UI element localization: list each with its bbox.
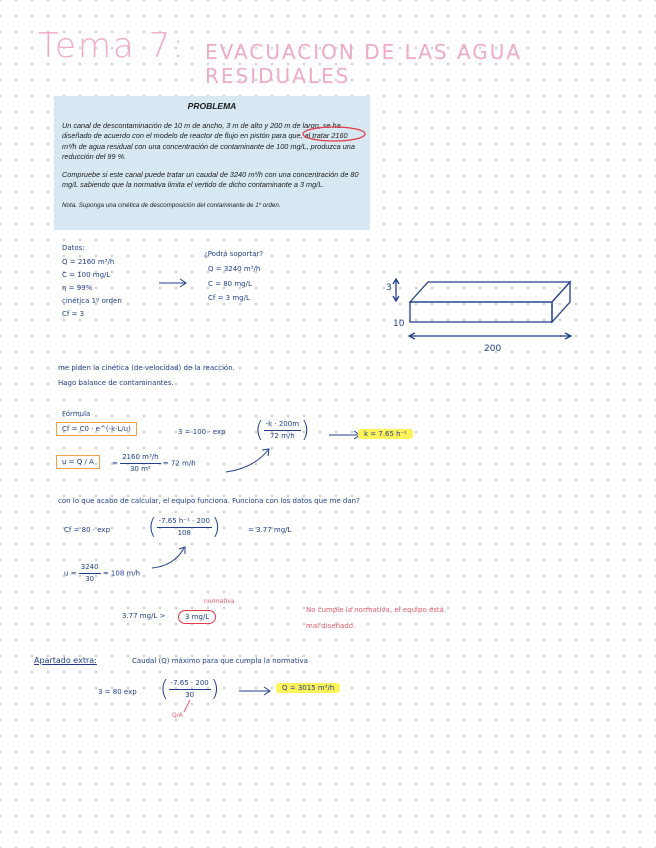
- problem-note: Nota. Suponga una cinética de descomposición del contaminante de 1º orden.: [62, 201, 281, 209]
- width-label: 10: [393, 319, 405, 329]
- page-subtitle: EVACUACION DE LAS AGUA RESIDUALES: [205, 40, 523, 88]
- compare-left: 3.77 mg/L >: [122, 612, 166, 620]
- length-label: 200: [484, 344, 502, 354]
- extra-fraction: ( $\frac{-7.65 \cdot 200}{30}$ ): [160, 677, 220, 702]
- arrow-icon: [328, 430, 362, 440]
- height-label: 3: [386, 283, 392, 293]
- highlight-circle: [301, 125, 367, 143]
- cf-fraction: ( $\frac{\text{-7.65 h⁻¹ · 200}}{108}$ ): [148, 515, 221, 540]
- eq1-fraction: ( $\frac{-k \cdot 200m}{72 m/h}$ ): [255, 418, 310, 443]
- u-fraction: = $\frac{\text{2160 m³/h}}{\text{30 m²}}$ = 72 m/h: [112, 453, 196, 473]
- channel-diagram: [380, 262, 580, 362]
- extra-denominator: 30: [185, 691, 195, 699]
- u2-fraction: u = $\frac{3240}{30}$ = 108 m/h: [64, 563, 141, 583]
- extra-numerator: -7.65 · 200: [169, 678, 211, 690]
- extra-note: Q/A: [172, 712, 183, 719]
- u-denominator: 30 m²: [129, 465, 151, 473]
- datos-line: cinética 1º orden: [62, 297, 122, 305]
- datos-line: η = 99%: [62, 284, 93, 292]
- question-title: ¿Podrá soportar?: [204, 250, 263, 258]
- normativa-label: normativa: [204, 598, 235, 605]
- formula-label: Fórmula: [62, 410, 91, 418]
- page-title: Tema 7:: [38, 26, 186, 66]
- compare-right: 3 mg/L: [178, 610, 216, 624]
- eq1-denominator: 72 m/h: [269, 432, 295, 440]
- k-result: k = 7.65 h⁻¹: [358, 429, 413, 439]
- text-line: Hago balance de contaminantes.: [58, 379, 174, 387]
- u-numerator: 2160 m³/h: [120, 452, 160, 464]
- conclusion-line: mal diseñado.: [306, 622, 356, 630]
- extra-text: Caudal (Q) máximo para que cumpla la normativa: [132, 657, 308, 665]
- datos-title: Datos:: [62, 244, 85, 252]
- text-line: con lo que acabo de calcular, el equipo funciona. Funciona con los datos que me dan?: [58, 497, 360, 505]
- u2-result: = 108 m/h: [102, 569, 141, 578]
- curved-arrow-icon: [224, 446, 274, 476]
- eq1-lhs: 3 = 100 · exp: [178, 428, 226, 436]
- problem-paragraph-1: Un canal de descontaminación de 10 m de ancho, 3 m de alto y 200 m de largo, se ha diseñado de acuerdo con el modelo de reactor de flujo en pistón para que, al tratar 2160 m³/h de agua residual con una concentración de contaminante de 100 mg/L, produzca una reducción del 99 %.: [62, 121, 355, 161]
- extra-result: Q = 3015 m³/h: [276, 683, 340, 693]
- problem-heading: PROBLEMA: [187, 101, 237, 111]
- question-line: Cf = 3 mg/L: [208, 294, 250, 302]
- cf-result: = 3.77 mg/L: [248, 526, 292, 534]
- question-line: C = 80 mg/L: [208, 280, 252, 288]
- curved-arrow-icon: [150, 544, 190, 572]
- problem-box: [54, 96, 370, 230]
- datos-line: C = 100 mg/L: [62, 271, 111, 279]
- datos-line: Cf = 3: [62, 310, 85, 318]
- formula-box: Cf = C0 · e^(-k·L/u): [56, 422, 137, 436]
- u2-numerator: 3240: [79, 562, 101, 574]
- eq1-numerator: -k · 200m: [264, 419, 301, 431]
- problem-paragraph-2: Compruebe si este canal puede tratar un caudal de 3240 m³/h con una concentración de 80 mg/L sabiendo que la normativa limita el vertido de dicho contaminante a 3 mg/L.: [62, 170, 359, 190]
- question-line: Q = 3240 m³/h: [208, 265, 261, 273]
- arrow-icon: [158, 278, 188, 288]
- arrow-icon: [238, 686, 272, 696]
- u-result: = 72 m/h: [162, 459, 196, 468]
- extra-label: Apartado extra:: [34, 656, 97, 665]
- u2-denominator: 30: [85, 575, 95, 583]
- cf-lhs: Cf = 80 · exp: [64, 526, 111, 534]
- conclusion-line: No cumple la normativa, el equipo está: [306, 606, 444, 614]
- datos-line: Q = 2160 m³/h: [62, 258, 115, 266]
- text-line: me piden la cinética (de velocidad) de la reacción.: [58, 364, 235, 372]
- cf-denominator: 108: [177, 529, 191, 537]
- extra-lhs: 3 = 80 exp: [98, 688, 137, 696]
- u-formula-box: u = Q / A: [56, 455, 100, 469]
- cf-numerator: -7.65 h⁻¹ · 200: [157, 516, 212, 528]
